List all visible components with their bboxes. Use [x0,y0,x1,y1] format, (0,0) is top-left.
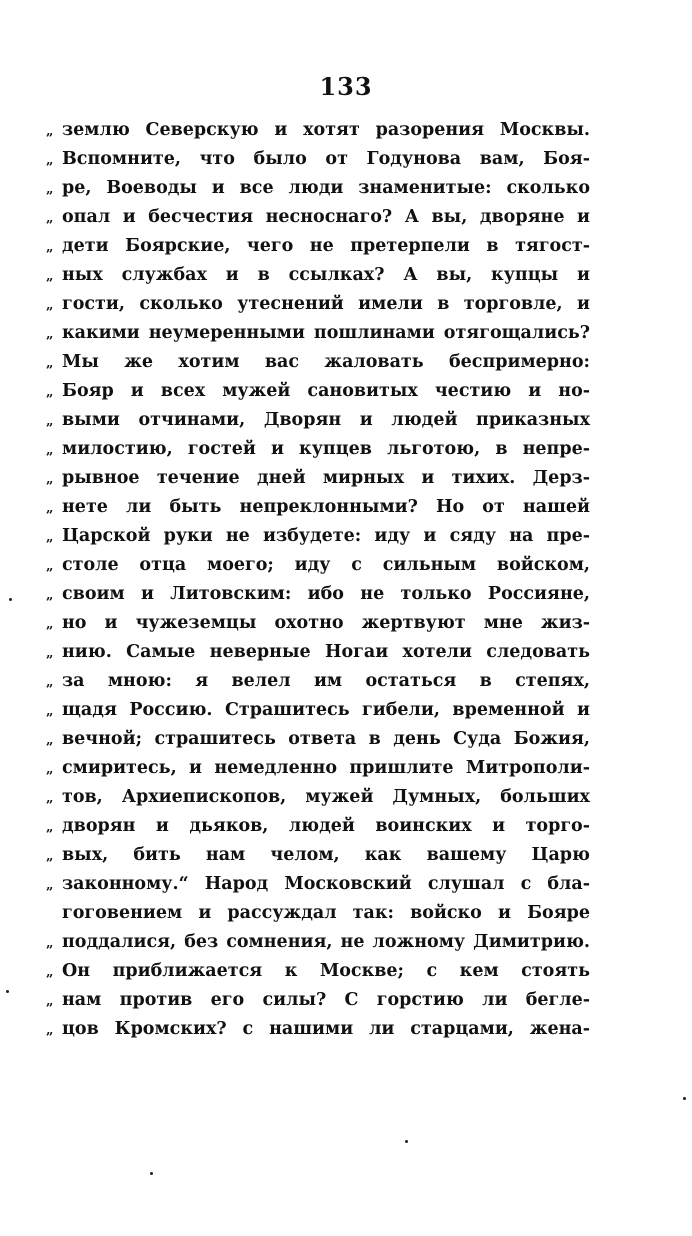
quote-mark: „ [46,472,54,487]
text-line [46,638,590,667]
quote-mark: „ [46,501,54,516]
text-line [46,232,590,261]
line-text: тов, Архиепископов, мужей Думных, больших [62,787,590,807]
line-text: но и чужеземцы охотно жертвуют мне жиз- [62,613,590,633]
line-text: законному.“ Народ Московский слушал с бла- [62,874,590,894]
text-line [46,116,590,145]
scan-speck [405,1140,408,1143]
quote-mark: „ [46,356,54,371]
text-line [46,290,590,319]
text-line [46,957,590,986]
line-text: смиритесь, и немедленно пришлите Митрополи- [62,758,590,778]
line-text: поддалися, без сомнения, не ложному Димитрию. [62,932,590,952]
text-line [46,841,590,870]
text-line [46,435,590,464]
text-line [46,174,590,203]
page-number: 133 [319,72,373,101]
text-line [46,493,590,522]
line-text: опал и бесчестия несноснаго? А вы, дворяне и [62,207,590,227]
text-line [46,522,590,551]
text-line [46,145,590,174]
quote-mark: „ [46,240,54,255]
quote-mark: „ [46,849,54,864]
text-line [46,203,590,232]
quote-mark: „ [46,1023,54,1038]
line-text: вечной; страшитесь ответа в день Суда Божия, [62,729,590,749]
quote-mark: „ [46,791,54,806]
text-line [46,754,590,783]
line-text: ре, Воеводы и все люди знаменитые: сколько [62,178,590,198]
line-text: выми отчинами, Дворян и людей приказных [62,410,590,430]
text-line [46,377,590,406]
quote-mark: „ [46,153,54,168]
line-text: Мы же хотим вас жаловать беспримерно: [62,352,590,372]
text-line [46,696,590,725]
scan-speck [150,1172,153,1175]
quote-mark: „ [46,675,54,690]
line-text: гоговением и рассуждал так: войско и Бояре [62,903,590,923]
quote-mark: „ [46,211,54,226]
text-line [46,551,590,580]
quote-mark: „ [46,617,54,632]
scan-speck [683,1097,686,1100]
quote-mark: „ [46,936,54,951]
text-line [46,667,590,696]
quote-mark: „ [46,820,54,835]
quote-mark: „ [46,414,54,429]
line-text: столе отца моего; иду с сильным войском, [62,555,590,575]
line-text: ных службах и в ссылках? А вы, купцы и [62,265,590,285]
line-text: щадя Россию. Страшитесь гибели, временной и [62,700,590,720]
line-text: какими неумеренными пошлинами отягощались? [62,323,590,343]
quote-mark: „ [46,965,54,980]
quote-mark: „ [46,733,54,748]
text-line [46,725,590,754]
line-text: своим и Литовским: ибо не только Россияне, [62,584,590,604]
quote-mark: „ [46,443,54,458]
quote-mark: „ [46,878,54,893]
text-line [50,899,590,928]
line-text: нам против его силы? С горстию ли бегле- [62,990,590,1010]
line-text: нете ли быть непреклонными? Но от нашей [62,497,590,517]
text-line [46,1015,590,1044]
line-text: милостию, гостей и купцев льготою, в непре- [62,439,590,459]
quote-mark: „ [46,646,54,661]
line-text: дети Боярские, чего не претерпели в тягост- [62,236,590,256]
line-text: землю Северскую и хотят разорения Москвы. [62,120,590,140]
quote-mark: „ [46,124,54,139]
body-text [46,116,590,1044]
text-line [46,870,590,899]
text-line [46,348,590,377]
text-line [46,406,590,435]
quote-mark: „ [46,994,54,1009]
line-text: цов Кромских? с нашими ли старцами, жена- [62,1019,590,1039]
line-text: дворян и дьяков, людей воинских и торго- [62,816,590,836]
text-line [46,464,590,493]
scan-speck [6,990,9,993]
text-line [46,812,590,841]
quote-mark: „ [46,559,54,574]
scan-speck [9,598,12,601]
quote-mark: „ [46,298,54,313]
text-line [46,928,590,957]
text-line [46,580,590,609]
line-text: рывное течение дней мирных и тихих. Дерз- [62,468,590,488]
line-text: вых, бить нам челом, как вашему Царю [62,845,590,865]
text-line [46,319,590,348]
quote-mark: „ [46,385,54,400]
quote-mark: „ [46,530,54,545]
line-text: Царской руки не избудете: иду и сяду на пре- [62,526,590,546]
line-text: Он приближается к Москве; с кем стоять [62,961,590,981]
quote-mark: „ [46,269,54,284]
quote-mark: „ [46,704,54,719]
text-line [46,783,590,812]
line-text: Вспомните, что было от Годунова вам, Боя- [62,149,590,169]
quote-mark: „ [46,762,54,777]
line-text: гости, сколько утеснений имели в торговле, и [62,294,590,314]
line-text: за мною: я велел им остаться в степях, [62,671,590,691]
text-line [46,261,590,290]
line-text: нию. Самые неверные Ногаи хотели следовать [62,642,590,662]
text-line [46,986,590,1015]
quote-mark: „ [46,182,54,197]
quote-mark: „ [46,588,54,603]
text-line [46,609,590,638]
line-text: Бояр и всех мужей сановитых честию и но- [62,381,590,401]
quote-mark: „ [46,327,54,342]
